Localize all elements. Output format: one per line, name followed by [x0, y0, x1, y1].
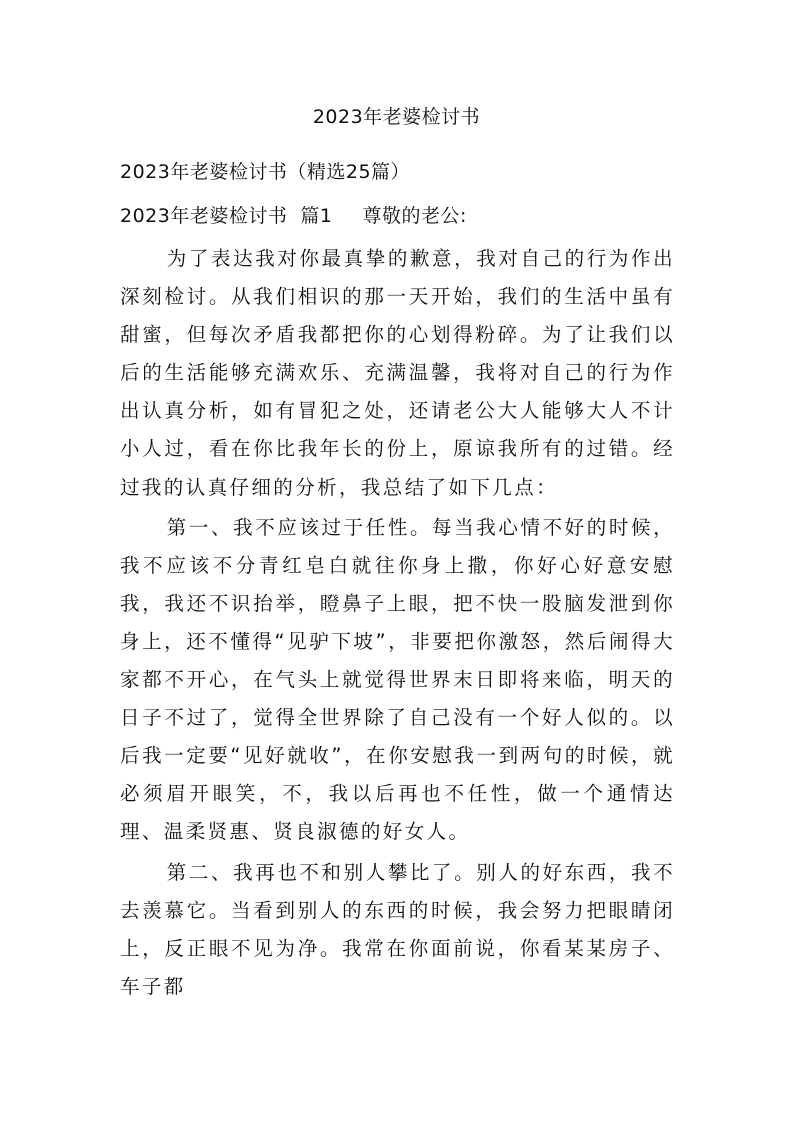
section-heading: 2023年老婆检讨书 篇1: [120, 205, 333, 227]
document-subtitle: 2023年老婆检讨书（精选25篇）: [120, 161, 411, 183]
paragraph: 为了表达我对你最真挚的歉意，我对自己的行为作出深刻检讨。从我们相识的那一天开始，我们的生活中虽有甜蜜，但每次矛盾我都把你的心划得粉碎。为了让我们以后的生活能够充满欢乐、充满温馨，我将对自己的行为作出认真分析，如有冒犯之处，还请老公大人能够大人不计小人过，看在你比我年长的份上，原谅我所有的过错。经过我的认真仔细的分析，我总结了如下几点：: [120, 247, 675, 499]
greeting: 尊敬的老公:: [362, 205, 467, 227]
body-text: [120, 240, 675, 1006]
document-title: 2023年老婆检讨书: [312, 106, 481, 128]
paragraph: 第一、我不应该过于任性。每当我心情不好的时候，我不应该不分青红皂白就往你身上撒，你好心好意安慰我，我还不识抬举，瞪鼻子上眼，把不快一股脑发泄到你身上，还不懂得“见驴下坡”，非要把你激怒，然后闹得大家都不开心，在气头上就觉得世界末日即将来临，明天的日子不过了，觉得全世界除了自己没有一个好人似的。以后我一定要“见好就收”，在你安慰我一到两句的时候，就必须眉开眼笑，不，我以后再也不任性，做一个通情达理、温柔贤惠、贤良淑德的好女人。: [120, 515, 675, 844]
section-heading-line: [120, 202, 467, 230]
paragraph: 第二、我再也不和别人攀比了。别人的好东西，我不去羡慕它。当看到别人的东西的时候，我会努力把眼睛闭上，反正眼不见为净。我常在你面前说，你看某某房子、车子都: [120, 860, 675, 998]
